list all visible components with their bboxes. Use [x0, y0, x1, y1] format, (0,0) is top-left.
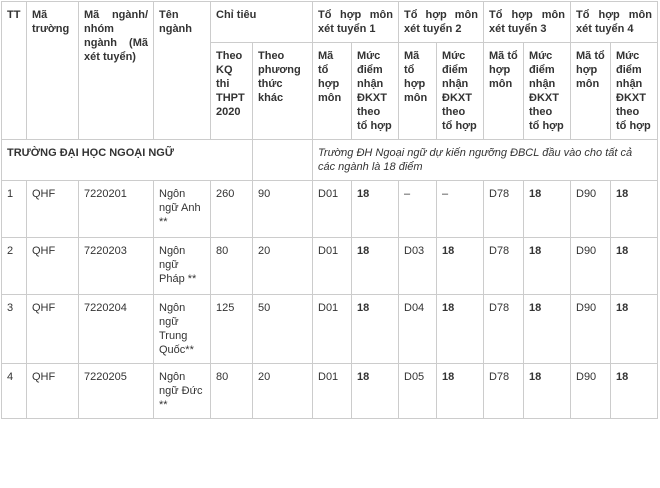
- row-combo-3-code: D78: [484, 181, 524, 238]
- row-combo-1-score: 18: [352, 295, 399, 364]
- section-note: Trường ĐH Ngoại ngữ dự kiến ngưỡng ĐBCL đầu vào cho tất cả các ngành là 18 điểm: [313, 140, 658, 181]
- section-name: TRƯỜNG ĐẠI HỌC NGOẠI NGỮ: [2, 140, 253, 181]
- row-major-name: Ngôn ngữ Pháp **: [154, 238, 211, 295]
- row-quota-thpt: 80: [211, 364, 253, 419]
- row-combo-4-score: 18: [611, 364, 658, 419]
- admissions-table: [1, 1, 658, 419]
- row-major-code: 7220203: [79, 238, 154, 295]
- header-major-code: Mã ngành/ nhóm ngành (Mã xét tuyển): [79, 2, 154, 140]
- row-combo-3-code: D78: [484, 364, 524, 419]
- row-quota-thpt: 80: [211, 238, 253, 295]
- row-school-code: QHF: [27, 238, 79, 295]
- row-combo-4-code: D90: [571, 364, 611, 419]
- header-combo-1-score: Mức điểm nhận ĐKXT theo tổ hợp: [352, 43, 399, 140]
- row-combo-2-score: –: [437, 181, 484, 238]
- header-combo-2-code: Mã tổ hợp môn: [399, 43, 437, 140]
- row-combo-1-code: D01: [313, 364, 352, 419]
- row-combo-3-code: D78: [484, 238, 524, 295]
- row-tt: 2: [2, 238, 27, 295]
- header-combo-1: Tổ hợp môn xét tuyển 1: [313, 2, 399, 43]
- row-major-code: 7220204: [79, 295, 154, 364]
- row-combo-2-code: D04: [399, 295, 437, 364]
- row-combo-4-code: D90: [571, 181, 611, 238]
- header-tt: TT: [2, 2, 27, 140]
- row-combo-1-code: D01: [313, 295, 352, 364]
- row-combo-4-score: 18: [611, 295, 658, 364]
- header-combo-2: Tổ hợp môn xét tuyển 2: [399, 2, 484, 43]
- header-combo-2-score: Mức điểm nhận ĐKXT theo tổ hợp: [437, 43, 484, 140]
- row-combo-4-score: 18: [611, 181, 658, 238]
- row-combo-1-score: 18: [352, 364, 399, 419]
- header-school-code: Mã trường: [27, 2, 79, 140]
- row-major-name: Ngôn ngữ Đức **: [154, 364, 211, 419]
- row-major-code: 7220201: [79, 181, 154, 238]
- row-tt: 1: [2, 181, 27, 238]
- row-school-code: QHF: [27, 295, 79, 364]
- row-combo-1-code: D01: [313, 181, 352, 238]
- header-row-1: [2, 2, 658, 43]
- header-quota: Chỉ tiêu: [211, 2, 313, 43]
- row-combo-3-score: 18: [524, 238, 571, 295]
- table-row: [2, 364, 658, 419]
- row-combo-2-code: D05: [399, 364, 437, 419]
- row-combo-2-score: 18: [437, 238, 484, 295]
- row-combo-3-score: 18: [524, 364, 571, 419]
- row-quota-thpt: 260: [211, 181, 253, 238]
- row-quota-other: 50: [253, 295, 313, 364]
- row-combo-3-score: 18: [524, 295, 571, 364]
- header-combo-3-code: Mã tổ hợp môn: [484, 43, 524, 140]
- section-row: [2, 140, 658, 181]
- header-combo-4-code: Mã tổ hợp môn: [571, 43, 611, 140]
- row-combo-4-code: D90: [571, 238, 611, 295]
- row-combo-1-code: D01: [313, 238, 352, 295]
- header-combo-3: Tổ hợp môn xét tuyển 3: [484, 2, 571, 43]
- table-row: [2, 181, 658, 238]
- row-combo-1-score: 18: [352, 238, 399, 295]
- row-combo-1-score: 18: [352, 181, 399, 238]
- row-quota-other: 20: [253, 238, 313, 295]
- row-major-name: Ngôn ngữ Trung Quốc**: [154, 295, 211, 364]
- header-quota-other: Theo phương thức khác: [253, 43, 313, 140]
- row-combo-4-score: 18: [611, 238, 658, 295]
- header-major-name: Tên ngành: [154, 2, 211, 140]
- row-combo-3-code: D78: [484, 295, 524, 364]
- row-school-code: QHF: [27, 181, 79, 238]
- row-combo-2-score: 18: [437, 364, 484, 419]
- row-combo-2-code: –: [399, 181, 437, 238]
- header-combo-4-score: Mức điểm nhận ĐKXT theo tổ hợp: [611, 43, 658, 140]
- row-quota-thpt: 125: [211, 295, 253, 364]
- row-combo-2-code: D03: [399, 238, 437, 295]
- header-combo-4: Tổ hợp môn xét tuyển 4: [571, 2, 658, 43]
- table-row: [2, 295, 658, 364]
- table-row: [2, 238, 658, 295]
- row-tt: 4: [2, 364, 27, 419]
- row-combo-2-score: 18: [437, 295, 484, 364]
- row-combo-4-code: D90: [571, 295, 611, 364]
- row-tt: 3: [2, 295, 27, 364]
- row-major-code: 7220205: [79, 364, 154, 419]
- header-quota-thpt: Theo KQ thi THPT 2020: [211, 43, 253, 140]
- row-quota-other: 90: [253, 181, 313, 238]
- header-combo-1-code: Mã tổ hợp môn: [313, 43, 352, 140]
- row-combo-3-score: 18: [524, 181, 571, 238]
- section-empty-cell: [253, 140, 313, 181]
- header-combo-3-score: Mức điểm nhận ĐKXT theo tổ hợp: [524, 43, 571, 140]
- row-quota-other: 20: [253, 364, 313, 419]
- row-major-name: Ngôn ngữ Anh **: [154, 181, 211, 238]
- row-school-code: QHF: [27, 364, 79, 419]
